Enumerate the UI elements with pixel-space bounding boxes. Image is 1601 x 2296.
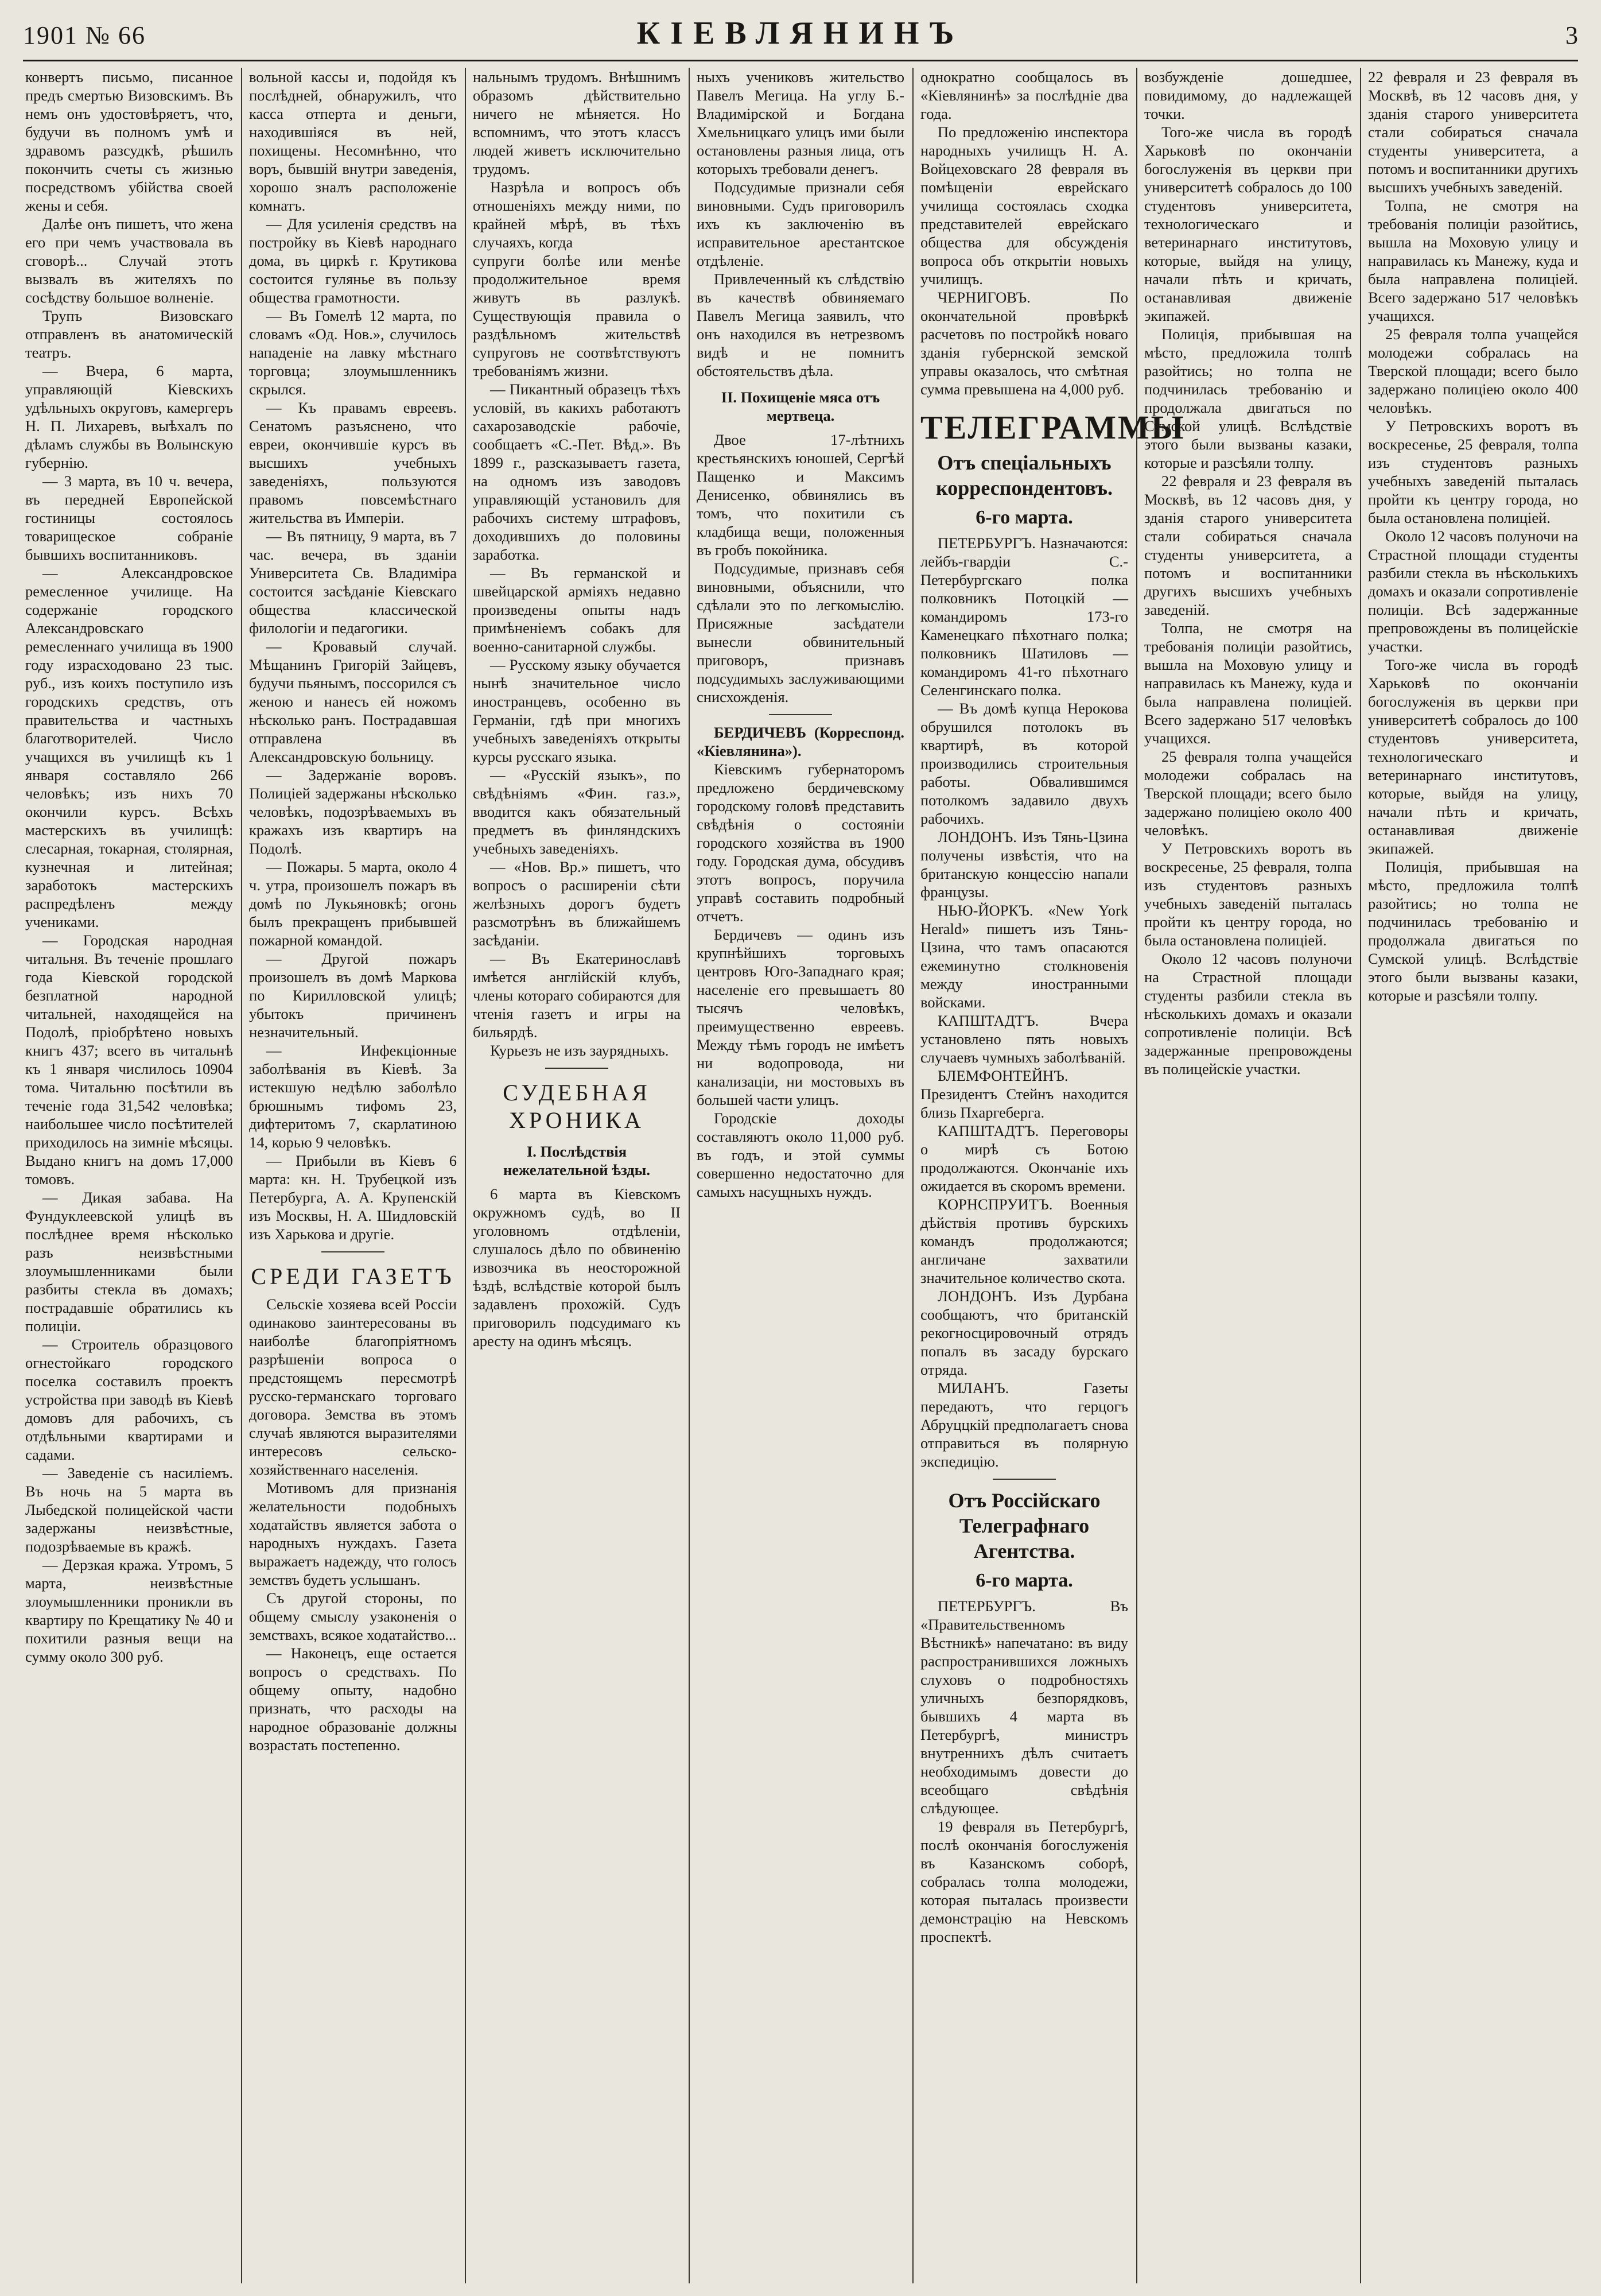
- article-paragraph: Городскіе доходы составляютъ около 11,000 руб. въ годъ, и этой суммы совершенно недостаточно для самыхъ насущныхъ нуждъ.: [697, 1110, 904, 1200]
- article-paragraph: Того-же числа въ городѣ Харьковѣ по окончаніи богослуженія въ церкви при университетѣ собралось до 100 студентовъ университета, технологическаго и ветеринарнаго институтовъ, которые, выйдя на улицу, начали пѣть и кричать, останавливая движеніе экипажей.: [1144, 123, 1352, 324]
- section-divider: [321, 1251, 384, 1252]
- article-paragraph: Около 12 часовъ полуночи на Страстной площади студенты разбили стекла въ нѣсколькихъ домахъ и оказали сопротивленіе полиціи. Всѣ задержанные препровождены въ полицейскіе участки.: [1144, 950, 1352, 1077]
- telegram-item: ПЕТЕРБУРГЪ. Назначаются: лейбъ-гвардіи С.-Петербургскаго полка полковникъ Потоцкій — командиромъ 173-го Каменецкаго пѣхотнаго полка; полковникъ Шатиловъ — командиромъ 41-го пѣхотнаго Селенгинскаго полка.: [920, 534, 1128, 699]
- telegram-item: ЛОНДОНЪ. Изъ Тянь-Цзина получены извѣстія, что на британскую концессію напали французы.: [920, 828, 1128, 901]
- news-item: — Городская народная читальня. Въ теченіе прошлаго года Кіевской городской безплатной народной читальней, находящейся на Подолѣ, пріобрѣтено новыхъ книгъ 437; всего въ читальнѣ къ 1 января числилось 10904 тома. Читальню посѣтили въ теченіе года 31,542 человѣка; наибольшее число посѣтителей приходилось на зимніе мѣсяцы. Выдано книгъ на домъ 17,000 томовъ.: [25, 932, 233, 1188]
- news-item: — «Русскій языкъ», по свѣдѣніямъ «Фин. газ.», вводится какъ обязательный предметъ въ финляндскихъ учебныхъ заведеніяхъ.: [473, 766, 681, 857]
- column-3: [473, 68, 681, 2283]
- subsection-heading: I. Послѣдствія нежелательной ѣзды.: [503, 1143, 650, 1178]
- news-item: — Инфекціонные заболѣванія въ Кіевѣ. За истекшую недѣлю заболѣло брюшнымъ тифомъ 23, дифтеритомъ 7, скарлатиною 14, корью 9 человѣкъ.: [249, 1042, 457, 1151]
- article-paragraph: 6 марта въ Кіевскомъ окружномъ судѣ, во II уголовномъ отдѣленіи, слушалось дѣло по обвиненію извозчика въ неосторожной ѣздѣ, вслѣдствіе которой былъ задавленъ прохожій. Судъ приговорилъ подсудимаго къ аресту на одинъ мѣсяцъ.: [473, 1185, 681, 1349]
- article-paragraph: — Наконецъ, еще остается вопросъ о средствахъ. Пo общему опыту, надобно признать, что расходы на народное образованіе должны возрастать постепенно.: [249, 1645, 457, 1754]
- telegram-item: ЛОНДОНЪ. Изъ Дурбана сообщаютъ, что британскій рекогносцировочный отрядъ попалъ въ засаду бурскаго отряда.: [920, 1287, 1128, 1378]
- article-paragraph: супруги болѣе или менѣе продолжительное время живутъ въ разлукѣ. Существующія правила о раздѣльномъ жительствѣ супруговъ не соотвѣтствуютъ требованіямъ жизни.: [473, 252, 681, 379]
- column-6: [1144, 68, 1352, 2283]
- article-paragraph: Около 12 часовъ полуночи на Страстной площади студенты разбили стекла въ нѣсколькихъ домахъ и оказали сопротивленіе полиціи. Всѣ задержанные препровождены въ полицейскіе участки.: [1368, 528, 1578, 655]
- article-paragraph: Подсудимые, признавъ себя виновными, объяснили, что сдѣлали это по легкомыслію. Присяжные засѣдатели вынесли обвинительный приговоръ, признавъ подсудимыхъ заслуживающими снисхожденія.: [697, 560, 904, 705]
- telegram-item: КАПШТАДТЪ. Вчера установлено пять новыхъ случаевъ чумныхъ заболѣваній.: [920, 1012, 1128, 1066]
- news-item: — Къ правамъ евреевъ. Сенатомъ разъяснено, что евреи, окончившіе курсъ въ высшихъ учебныхъ заведеніяхъ, пользуются правомъ повсемѣстнаго жительства въ Имперіи.: [249, 399, 457, 526]
- section-divider: [993, 1479, 1056, 1480]
- article-paragraph: Трупъ Визовскаго отправленъ въ анатомическій театръ.: [25, 307, 233, 361]
- column-4: [697, 68, 904, 2283]
- masthead: [23, 10, 1578, 56]
- news-item: — Заведеніе съ насиліемъ. Въ ночь на 5 марта въ Лыбедской полицейской части задержаны неизвѣстные, подозрѣваемые въ кражѣ.: [25, 1464, 233, 1555]
- telegrams-date: 6-го марта.: [976, 507, 1073, 528]
- telegram-item: КАПШТАДТЪ. Переговоры о мирѣ съ Ботою продолжаются. Окончаніе ихъ ожидается въ скоромъ времени.: [920, 1122, 1128, 1194]
- news-item: — 3 марта, въ 10 ч. вечера, въ передней Европейской гостиницы состоялось товарищеское собраніе бывшихъ воспитанниковъ.: [25, 472, 233, 563]
- news-item: — Въ пятницу, 9 марта, въ 7 час. вечера, въ зданіи Университета Св. Владиміра состоится засѣданіе Кіевскаго общества классической филологіи и педагогики.: [249, 528, 457, 637]
- news-item: — «Нов. Вр.» пишетъ, что вопросъ о расширеніи сѣти желѣзныхъ дорогъ будетъ разсмотрѣнъ въ ближайшемъ засѣданіи.: [473, 858, 681, 949]
- telegram-item: КОРНСПРУИТЪ. Военныя дѣйствія противъ бурскихъ командъ продолжаются; англичане захватили значительное количество скота.: [920, 1196, 1128, 1286]
- article-paragraph: Подсудимые признали себя виновными. Судъ приговорилъ ихъ къ заключенію въ исправительное арестантское отдѣленіе.: [697, 179, 904, 269]
- column-rule: [689, 68, 690, 2283]
- article-paragraph: Полиція, прибывшая на мѣсто, предложила толпѣ разойтись; но толпа не подчинилась требованію и продолжала двигаться по Сумской улицѣ. Вслѣдствіе этого были вызваны казаки, которые и разсѣяли толпу.: [1144, 325, 1352, 471]
- news-item: — Другой пожаръ произошелъ въ домѣ Маркова по Кирилловской улицѣ; убытокъ причиненъ незначительный.: [249, 950, 457, 1041]
- article-paragraph: Мотивомъ для признанія желательности подобныхъ ходатайствъ является забота о народныхъ нуждахъ. Газета выражаетъ надежду, что голосъ земствъ будетъ услышанъ.: [249, 1479, 457, 1588]
- agency-date: 6-го марта.: [976, 1570, 1073, 1591]
- column-rule: [465, 68, 466, 2283]
- article-paragraph: Двое 17-лѣтнихъ крестьянскихъ юношей, Сергѣй Пащенко и Максимъ Денисенко, обвинялись въ томъ, что похитили съ кладбища вещи, положенныя въ гробъ покойника.: [697, 431, 904, 559]
- column-rule: [1360, 68, 1361, 2283]
- section-divider: [769, 714, 832, 715]
- telegram-item: БЛЕМФОНТЕЙНЪ. Президентъ Стейнъ находится близь Пхаргеберга.: [920, 1067, 1128, 1121]
- article-paragraph: 22 февраля и 23 февраля въ Москвѣ, въ 12 часовъ дня, у зданія старого университета стали собираться сначала студенты университета, а потомъ и воспитанники другихъ высшихъ учебныхъ заведеній.: [1144, 472, 1352, 618]
- news-item: — Кровавый случай. Мѣщанинъ Григорій Зайцевъ, будучи пьянымъ, поссорился съ женою и нанесъ ей ножомъ нѣсколько ранъ. Пострадавшая отправлена въ Александровскую больницу.: [249, 638, 457, 765]
- article-paragraph: Полиція, прибывшая на мѣсто, предложила толпѣ разойтись; но толпа не подчинилась требованію и продолжала двигаться по Сумской улицѣ. Вслѣдствіе этого были вызваны казаки, которые и разсѣяли толпу.: [1368, 858, 1578, 1004]
- column-2: [249, 68, 457, 2283]
- telegram-item: — Въ домѣ купца Нерокова обрушился потолокъ въ квартирѣ, въ которой производились строительныя работы. Обвалившимся потолкомъ задавило двухъ рабочихъ.: [920, 700, 1128, 827]
- news-item: — Въ германской и швейцарской арміяхъ недавно произведены опыты надъ примѣненіемъ собакъ для военно-санитарной службы.: [473, 564, 681, 655]
- article-paragraph: нальнымъ трудомъ. Внѣшнимъ образомъ дѣйствительно ничего не мѣняется. Но вспомнимъ, что этотъ классъ людей живетъ исключительно трудомъ.: [473, 68, 681, 177]
- news-item: — Для усиленія средствъ на постройку въ Кіевѣ народнаго дома, въ циркѣ г. Крутикова состоится гулянье въ пользу общества грамотности.: [249, 215, 457, 306]
- column-5: [920, 68, 1186, 2283]
- article-paragraph: 25 февраля толпа учащейся молодежи собралась на Тверской площади; всего было задержано полиціею около 400 человѣкъ.: [1144, 748, 1352, 839]
- telegram-item: МИЛАНЪ. Газеты передаютъ, что герцогъ Абруццкій предполагаетъ снова отправиться въ полярную экспедицію.: [920, 1379, 1128, 1470]
- column-rule: [241, 68, 242, 2283]
- article-paragraph: Толпа, не смотря на требованія полиціи разойтись, вышла на Моховую улицу и направилась къ Манежу, куда и была направлена полиціей. Всего задержано 517 человѣкъ учащихся.: [1368, 197, 1578, 324]
- article-paragraph: Съ другой стороны, по общему смыслу узаконенія о земствахъ, всякое ходатайство...: [249, 1589, 457, 1643]
- article-paragraph: ныхъ учениковъ жительство Павелъ Мегица. На углу Б.-Владимірской и Богдана Хмельницкаго улицъ ими были остановлены разныя лица, отъ которыхъ требовали денегъ.: [697, 68, 904, 177]
- column-rule: [912, 68, 914, 2283]
- article-paragraph: конвертъ письмо, писанное предъ смертью Визовскимъ. Въ немъ онъ удостовѣряетъ, что, будучи въ полномъ умѣ и здравомъ разсудкѣ, рѣшилъ покончить счеты съ жизнью посредствомъ убійства своей жены и себя.: [25, 68, 233, 214]
- article-paragraph: однократно сообщалось въ «Кіевлянинѣ» за послѣдніе два года.: [920, 68, 1128, 122]
- issue-date: 1901 № 66: [23, 21, 146, 49]
- article-paragraph: У Петровскихъ воротъ въ воскресенье, 25 февраля, толпа изъ студентовъ разныхъ учебныхъ заведеній пыталась пройти къ центру города, но была остановлена полиціей.: [1144, 840, 1352, 949]
- article-paragraph: Кіевскимъ губернаторомъ предложено бердичевскому городскому головѣ представить свѣдѣнія о состояніи городского хозяйства въ 1900 году. Городская дума, обсудивъ этотъ вопросъ, поручила управѣ составить подробный отчетъ.: [697, 761, 904, 925]
- article-paragraph: По предложенію инспектора народныхъ училищъ Н. А. Войцеховскаго 28 февраля въ помѣщеніи еврейскаго училища состоялась сходка представителей еврейскаго общества для обсужденія вопроса объ открытіи новыхъ училищъ.: [920, 123, 1128, 288]
- column-7: [1368, 68, 1578, 2283]
- telegrams-heading: ТЕЛЕГРАММЫ: [920, 409, 1186, 446]
- newspaper-title: КІЕВЛЯНИНЪ: [636, 15, 965, 51]
- masthead-rule: [23, 60, 1578, 61]
- news-item: — Пикантный образецъ тѣхъ условій, въ какихъ работаютъ сахарозаводскіе рабочіе, сообщаетъ «С.-Пет. Вѣд.». Въ 1899 г., разсказываетъ газета, на одномъ изъ заводовъ управляющій установилъ для рабочихъ систему штрафовъ, доходившихъ до половины заработка.: [473, 381, 681, 563]
- article-paragraph: Сельскіе хозяева всей Россіи одинаково заинтересованы въ наиболѣе благопріятномъ разрѣшеніи вопроса о предстоящемъ пересмотрѣ русско-германскаго торговаго договора. Земства въ этомъ случаѣ являются выразителями интересовъ сельско-хозяйственнаго населенія.: [249, 1296, 457, 1478]
- article-paragraph: Привлеченный къ слѣдствію въ качествѣ обвиняемаго Павелъ Мегица заявилъ, что онъ находился въ нетрезвомъ видѣ и не помнитъ обстоятельствъ дѣла.: [697, 270, 904, 379]
- news-item: — Дерзкая кража. Утромъ, 5 марта, неизвѣстные злоумышленники проникли въ квартиру по Крещатику № 40 и похитили разныя вещи на сумму около 300 руб.: [25, 1556, 233, 1665]
- news-item: — Пожары. 5 марта, около 4 ч. утра, произошелъ пожаръ въ домѣ по Лукьяновкѣ; огонь былъ прекращенъ прибывшей пожарной командой.: [249, 858, 457, 949]
- news-item: — Въ Гомелѣ 12 марта, по словамъ «Од. Нов.», случилось нападеніе на лавку мѣстнаго торговца; злоумышленникъ скрылся.: [249, 307, 457, 398]
- article-paragraph: вольной кассы и, подойдя къ послѣдней, обнаружилъ, что касса отперта и деньги, находившіяся въ ней, похищены. Несомнѣнно, что воръ, бывшій внутри заведенія, хорошо зналъ расположеніе комнатъ.: [249, 68, 457, 214]
- column-1: [25, 68, 233, 2283]
- news-item: — Задержаніе воровъ. Полиціей задержаны нѣсколько человѣкъ, подозрѣваемыхъ въ кражахъ изъ квартиръ на Подолѣ.: [249, 766, 457, 857]
- article-paragraph: ЧЕРНИГОВЪ. По окончательной провѣркѣ расчетовъ по постройкѣ новаго зданія губернской земской управы оказалось, что смѣтная сумма превышена на 4,000 руб.: [920, 289, 1128, 398]
- article-paragraph: Толпа, не смотря на требованія полиціи разойтись, вышла на Моховую улицу и направилась къ Манежу, куда и была направлена полиціей. Всего задержано 517 человѣкъ учащихся.: [1144, 619, 1352, 747]
- article-paragraph: Бердичевъ — одинъ изъ крупнѣйшихъ торговыхъ центровъ Юго-Западнаго края; населеніе его превышаетъ 80 тысячъ человѣкъ, преимущественно евреевъ. Между тѣмъ городъ не имѣетъ ни водопровода, ни канализаціи, ни мостовыхъ въ большей части улицъ.: [697, 926, 904, 1108]
- page-number: 3: [1565, 21, 1578, 49]
- news-item: — Вчера, 6 марта, управляющій Кіевскихъ удѣльныхъ округовъ, камергеръ Н. П. Лихаревъ, выѣхалъ по дѣламъ службы въ Волынскую губернію.: [25, 362, 233, 471]
- telegrams-subheading: Отъ спеціальныхъ корреспондентовъ.: [936, 451, 1113, 499]
- section-heading-press: СРЕДИ ГАЗЕТЪ: [251, 1263, 455, 1289]
- section-divider: [545, 1068, 608, 1069]
- news-item: — Прибыли въ Кіевъ 6 марта: кн. Н. Трубецкой изъ Петербурга, А. А. Крупенскій изъ Москвы, Н. А. Шидловскій изъ Харькова и другіе.: [249, 1152, 457, 1243]
- telegram-item: 19 февраля въ Петербургѣ, послѣ окончанія богослуженія въ Казанскомъ соборѣ, собралась толпа молодежи, которая пыталась произвести демонстрацію на Невскомъ проспектѣ.: [920, 1818, 1128, 1945]
- article-paragraph: Назрѣла и вопросъ объ отношеніяхъ между ними, по крайней мѣрѣ, въ тѣхъ случаяхъ, когда: [473, 179, 681, 251]
- news-item: — Александровское ремесленное училище. На содержаніе городского Александровскаго ремесленнаго училища въ 1900 году израсходовано 23 тыс. руб., изъ коихъ поступило изъ городскихъ средствъ, отъ правительства и частныхъ благотворителей. Число учащихся въ училищѣ къ 1 января составляло 266 человѣкъ; изъ нихъ 70 окончили курсъ. Всѣхъ мастерскихъ въ училищѣ: слесарная, токарная, столярная, кузнечная и литейная; заработокъ мастерскихъ распредѣленъ между учениками.: [25, 564, 233, 930]
- article-paragraph: Курьезъ не изъ заурядныхъ.: [490, 1042, 669, 1059]
- telegram-item: ПЕТЕРБУРГЪ. Въ «Правительственномъ Вѣстникѣ» напечатано: въ виду распространившихся ложныхъ слуховъ о подробностяхъ уличныхъ безпорядковъ, бывшихъ 4 марта въ Петербургѣ, министръ внутреннихъ дѣлъ считаетъ необходимымъ довести до всеобщаго свѣдѣнія слѣдующее.: [920, 1597, 1128, 1817]
- news-item: — Русскому языку обучается нынѣ значительное число иностранцевъ, особенно въ Германіи, гдѣ при многихъ учебныхъ заведеніяхъ открыты курсы русскаго языка.: [473, 656, 681, 765]
- column-rule: [1136, 68, 1137, 2283]
- article-paragraph: У Петровскихъ воротъ въ воскресенье, 25 февраля, толпа изъ студентовъ разныхъ учебныхъ заведеній пыталась пройти къ центру города, но была остановлена полиціей.: [1368, 417, 1578, 526]
- article-paragraph: Далѣе онъ пишетъ, что жена его при чемъ участвовала въ сговорѣ... Случай этотъ вызвалъ въ жителяхъ по сосѣдству большое волненіе.: [25, 215, 233, 306]
- article-paragraph: возбужденіе дошедшее, повидимому, до надлежащей точки.: [1144, 68, 1352, 122]
- subsection-heading: II. Похищеніе мяса отъ мертвеца.: [721, 389, 880, 424]
- correspondence-heading: БЕРДИЧЕВЪ (Корреспонд. «Кіевлянина»).: [697, 724, 904, 759]
- telegram-item: НЬЮ-ЙОРКЪ. «New York Herald» пишетъ изъ Тянь-Цзина, что тамъ опасаются ежеминутно столкновенія между иностранными войсками.: [920, 902, 1128, 1011]
- agency-heading: Отъ Россійскаго Телеграфнаго Агентства.: [948, 1489, 1101, 1562]
- news-item: — Строитель образцового огнестойкаго городского поселка составилъ проектъ устройства при заводѣ въ Кіевѣ домовъ для рабочихъ, съ отдѣльными квартирами и садами.: [25, 1336, 233, 1463]
- article-paragraph: Того-же числа въ городѣ Харьковѣ по окончаніи богослуженія въ церкви при университетѣ собралось до 100 студентовъ университета, технологическаго и ветеринарнаго институтовъ, которые, выйдя на улицу, начали пѣть и кричать, останавливая движеніе экипажей.: [1368, 656, 1578, 857]
- section-heading-court: СУДЕБНАЯ ХРОНИКА: [503, 1080, 651, 1133]
- news-item: — Дикая забава. На Фундуклеевской улицѣ въ послѣднее время нѣсколько разъ неизвѣстными злоумышленниками были разбиты стекла въ домахъ; пострадавшіе обратились къ полиціи.: [25, 1189, 233, 1335]
- article-paragraph: 25 февраля толпа учащейся молодежи собралась на Тверской площади; всего было задержано полиціею около 400 человѣкъ.: [1368, 325, 1578, 416]
- article-paragraph: 22 февраля и 23 февраля въ Москвѣ, въ 12 часовъ дня, у зданія старого университета стали собираться сначала студенты университета, а потомъ и воспитанники другихъ высшихъ учебныхъ заведеній.: [1368, 68, 1578, 196]
- news-item: — Въ Екатеринославѣ имѣется англійскій клубъ, члены котораго собираются для чтенія газетъ и игры на бильярдѣ.: [473, 950, 681, 1041]
